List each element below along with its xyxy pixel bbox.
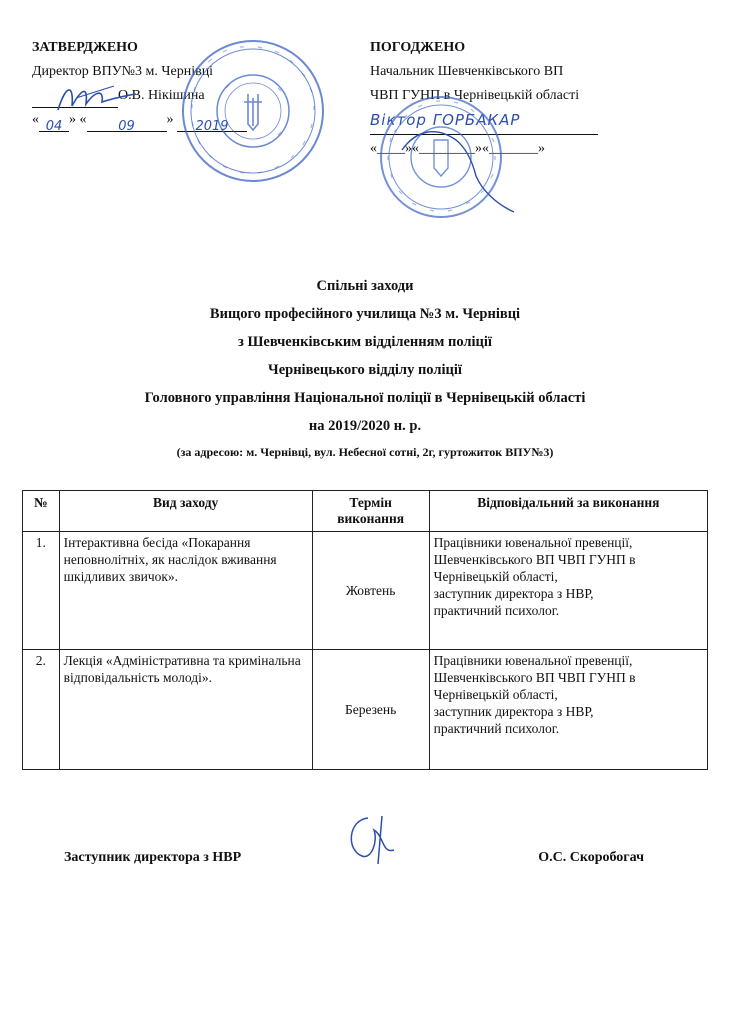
title-line-5: Головного управління Національної поліції в Чернівецькій області [144,390,586,406]
responsible-line-1: Працівники ювенальної превенції, Шевченківського ВП ЧВП ГУНП в Чернівецькій області, [433,535,636,584]
title-line-6: на 2019/2020 н. р. [308,418,422,434]
table-header-row [23,491,708,532]
responsible-line-1: Працівники ювенальної превенції, Шевченківського ВП ЧВП ГУНП в Чернівецькій області, [433,653,636,702]
col-header-term: Термін виконання [312,491,429,532]
date-year: 2019 [195,119,229,134]
approver-name: О.В. Нікішина [118,88,205,103]
date-year-field [177,115,247,132]
row-responsible [429,650,707,770]
col-header-responsible: Відповідальний за виконання [429,491,707,532]
responsible-line-3: практичний психолог. [433,721,560,736]
approved-heading: ЗАТВЕРДЖЕНО [32,40,138,55]
date-quote-mid: » « [69,112,87,127]
police-signature-image [396,120,526,220]
title-line-3: з Шевченківським відділенням поліції [238,334,492,350]
date-month: 09 [118,119,135,134]
title-line-4: Чернівецького відділу поліції [268,362,462,378]
events-table [22,490,708,770]
date-day: 04 [45,119,63,134]
signer-position: Заступник директора з НВР [64,850,242,865]
title-address: (за адресою: м. Чернівці, вул. Небесної сотні, 2г, гуртожиток ВПУ№3) [176,445,554,459]
responsible-line-3: практичний психолог. [433,603,560,618]
title-line-1: Спільні заходи [316,278,414,294]
row-term: Жовтень [312,532,429,650]
row-num: 2. [23,650,60,770]
row-num: 1. [23,532,60,650]
agreer-handwritten-name: Віктор ГОРБАКАР [370,111,521,129]
responsible-line-2: заступник директора з НВР, [433,704,594,719]
agreed-date-line: «____»«________»«_______» [370,141,545,156]
approver-position: Директор ВПУ№3 м. Чернівці [32,64,214,79]
director-signature-image [52,78,142,118]
date-quote-close: » [166,112,174,127]
title-line-2: Вищого професійного училища №3 м. Чернівці [209,306,521,322]
table-row [23,650,708,770]
date-quote-open: « [32,112,39,127]
table-row [23,532,708,650]
col-header-event: Вид заходу [59,491,312,532]
row-responsible [429,532,707,650]
agreer-position-1: Начальник Шевченківського ВП [370,64,564,79]
responsible-line-2: заступник директора з НВР, [433,586,594,601]
row-event: Лекція «Адміністративна та кримінальна відповідальність молоді». [59,650,312,770]
col-header-num: № [23,491,60,532]
signer-name: О.С. Скоробогач [538,850,644,865]
document-title [40,272,690,464]
row-term: Березень [312,650,429,770]
deputy-signature-image [338,810,408,870]
agreed-heading: ПОГОДЖЕНО [370,40,466,55]
agreer-position-2: ЧВП ГУНП в Чернівецькій області [370,88,580,103]
row-event: Інтерактивна бесіда «Покарання неповнолітніх, як наслідок вживання шкідливих звичок». [59,532,312,650]
